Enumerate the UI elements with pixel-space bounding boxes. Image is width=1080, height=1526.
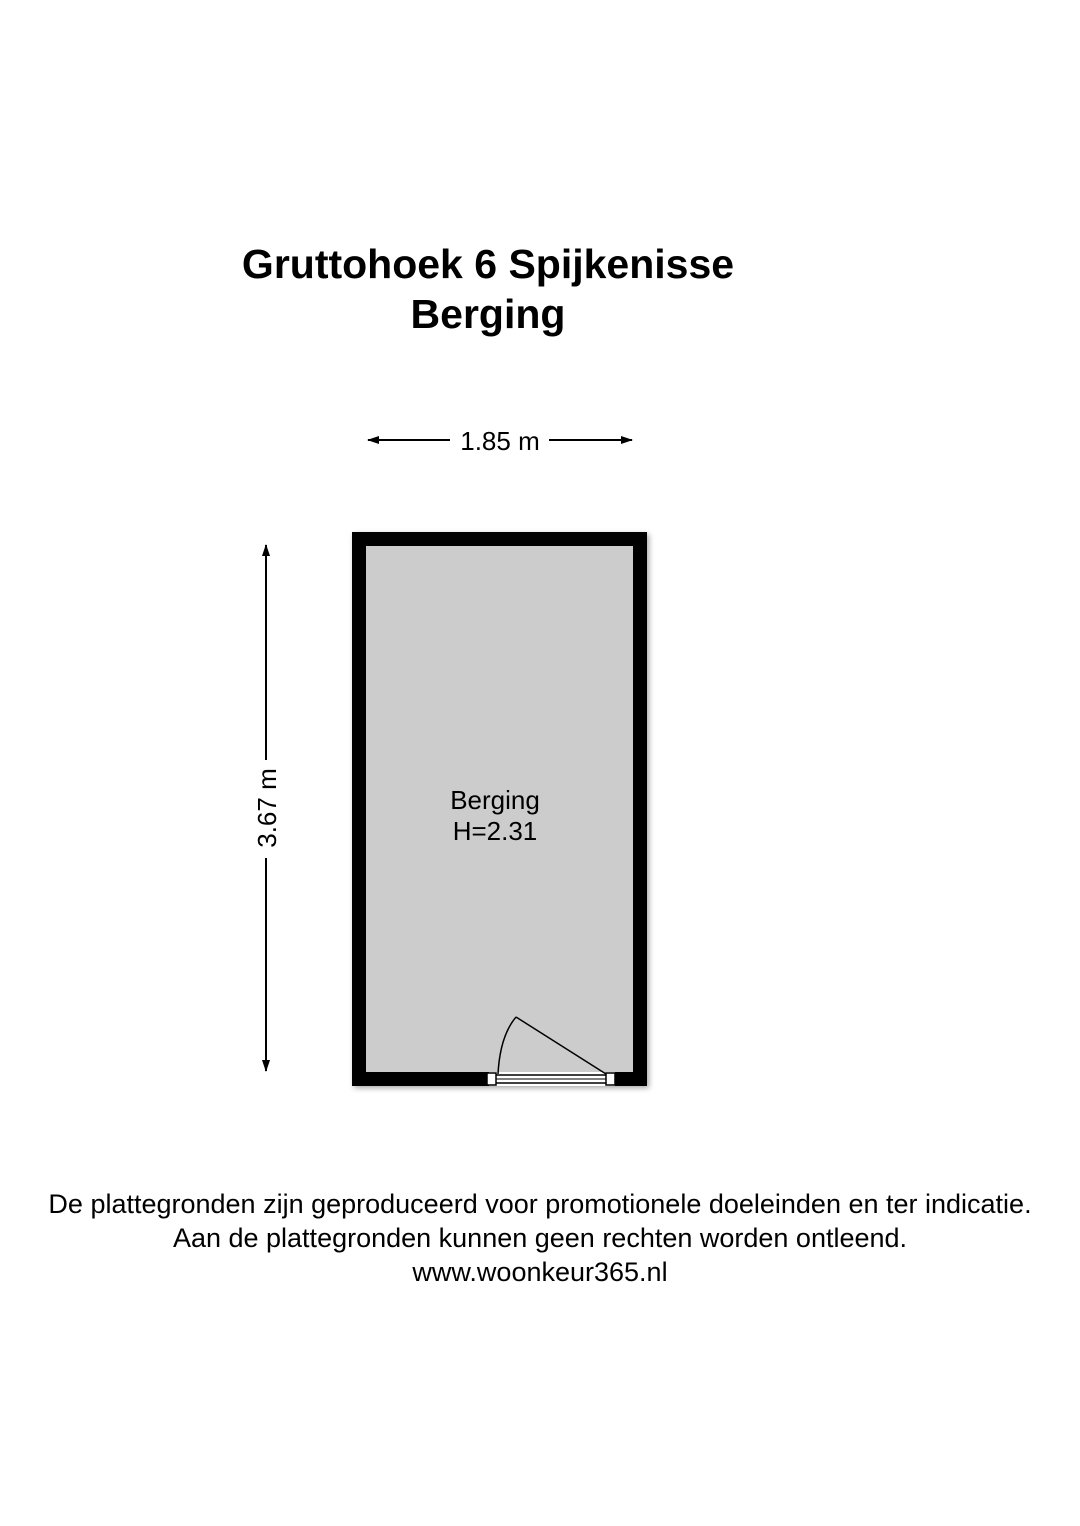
length-dimension [252,545,282,1071]
plan-title-address: Gruttohoek 6 Spijkenisse [241,241,735,287]
width-label: 1.85 m [460,426,540,456]
room-berging [352,532,647,1086]
width-dimension [368,426,632,456]
room-name-label: Berging [450,785,540,815]
room-height-label: H=2.31 [452,816,538,846]
length-label: 3.67 m [252,768,282,848]
website-link[interactable]: www.woonkeur365.nl [412,1257,668,1287]
disclaimer-line-2: Aan de plattegronden kunnen geen rechten worden ontleend. [172,1223,908,1253]
disclaimer-line-1: De plattegronden zijn geproduceerd voor promotionele doeleinden en ter indicatie. [48,1189,1032,1219]
door-frame [487,1073,615,1085]
plan-title-floor: Berging [410,291,566,337]
